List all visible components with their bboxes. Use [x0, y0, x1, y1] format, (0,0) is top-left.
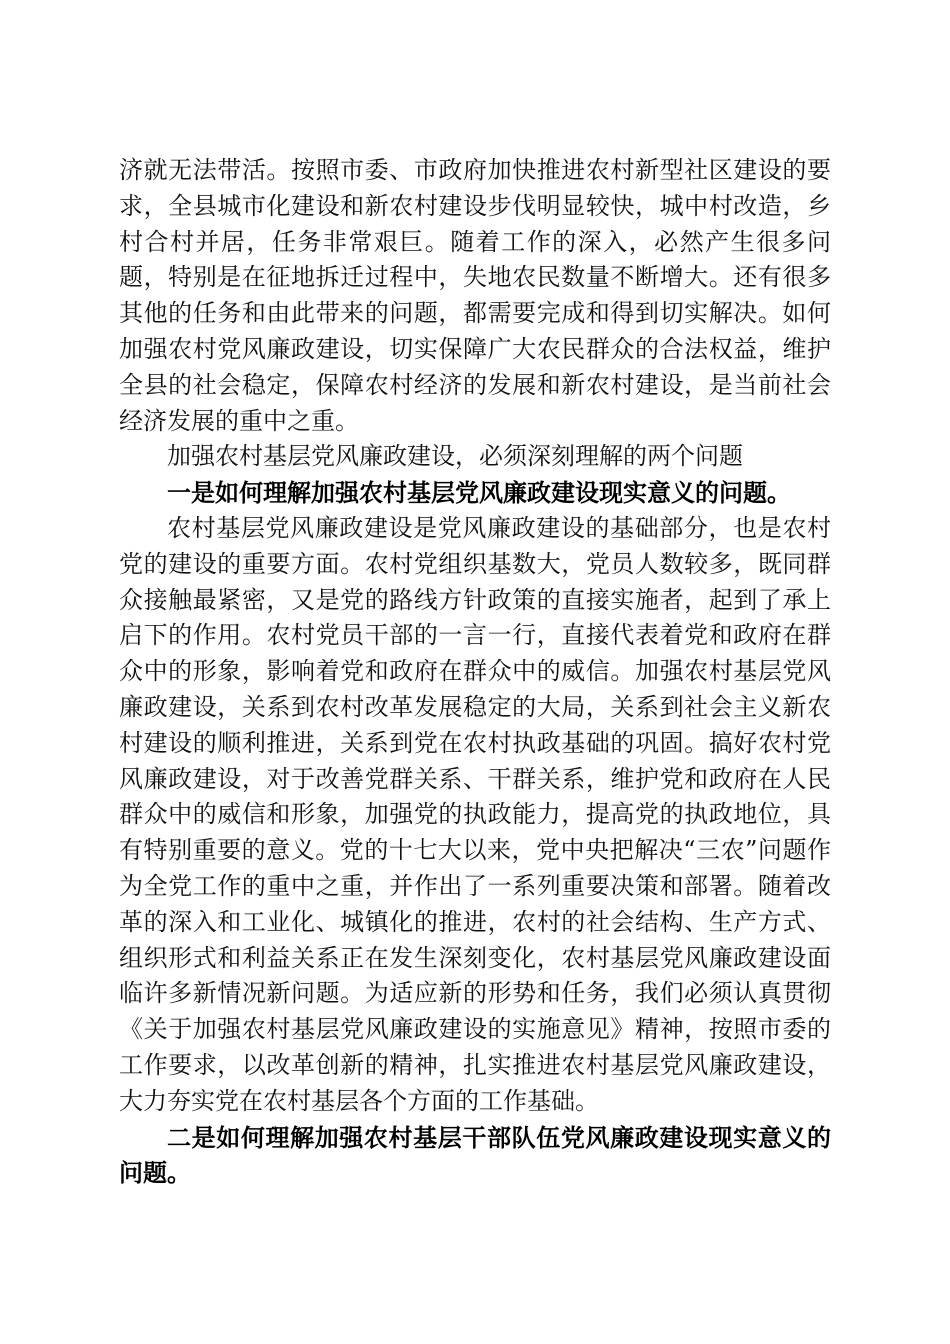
paragraph-continuation: 济就无法带活。按照市委、市政府加快推进农村新型社区建设的要求，全县城市化建设和新农村建设步伐明显较快，城中村改造，乡村合村并居，任务非常艰巨。随着工作的深入，必然产生很多问题，特别是在征地拆迁过程中，失地农民数量不断增大。还有很多其他的任务和由此带来的问题，都需要完成和得到切实解决。如何加强农村党风廉政建设，切实保障广大农民群众的合法权益，维护全县的社会稳定，保障农村经济的发展和新农村建设，是当前社会经济发展的重中之重。: [119, 156, 831, 435]
paragraph-point-one-body: 农村基层党风廉政建设是党风廉政建设的基础部分，也是农村党的建设的重要方面。农村党组织基数大，党员人数较多，既同群众接触最紧密，又是党的路线方针政策的直接实施者，起到了承上启下的作用。农村党员干部的一言一行，直接代表着党和政府在群众中的形象，影响着党和政府在群众中的威信。加强农村基层党风廉政建设，关系到农村改革发展稳定的大局，关系到社会主义新农村建设的顺利推进，关系到党在农村执政基础的巩固。搞好农村党风廉政建设，对于改善党群关系、干群关系，维护党和政府在人民群众中的威信和形象，加强党的执政能力，提高党的执政地位，具有特别重要的意义。党的十七大以来，党中央把解决“三农”问题作为全党工作的重中之重，并作出了一系列重要决策和部署。随着改革的深入和工业化、城镇化的推进，农村的社会结构、生产方式、组织形式和利益关系正在发生深刻变化，农村基层党风廉政建设面临许多新情况新问题。为适应新的形势和任务，我们必须认真贯彻《关于加强农村基层党风廉政建设的实施意见》精神，按照市委的工作要求，以改革创新的精神，扎实推进农村基层党风廉政建设，大力夯实党在农村基层各个方面的工作基础。: [119, 513, 831, 1115]
document-page: [119, 153, 831, 1191]
heading-point-one: 一是如何理解加强农村基层党风廉政建设现实意义的问题。: [167, 478, 791, 508]
paragraph-section-heading: 加强农村基层党风廉政建设，必须深刻理解的两个问题: [167, 442, 743, 471]
heading-point-two: 二是如何理解加强农村基层干部队伍党风廉政建设现实意义的问题。: [119, 1122, 831, 1188]
